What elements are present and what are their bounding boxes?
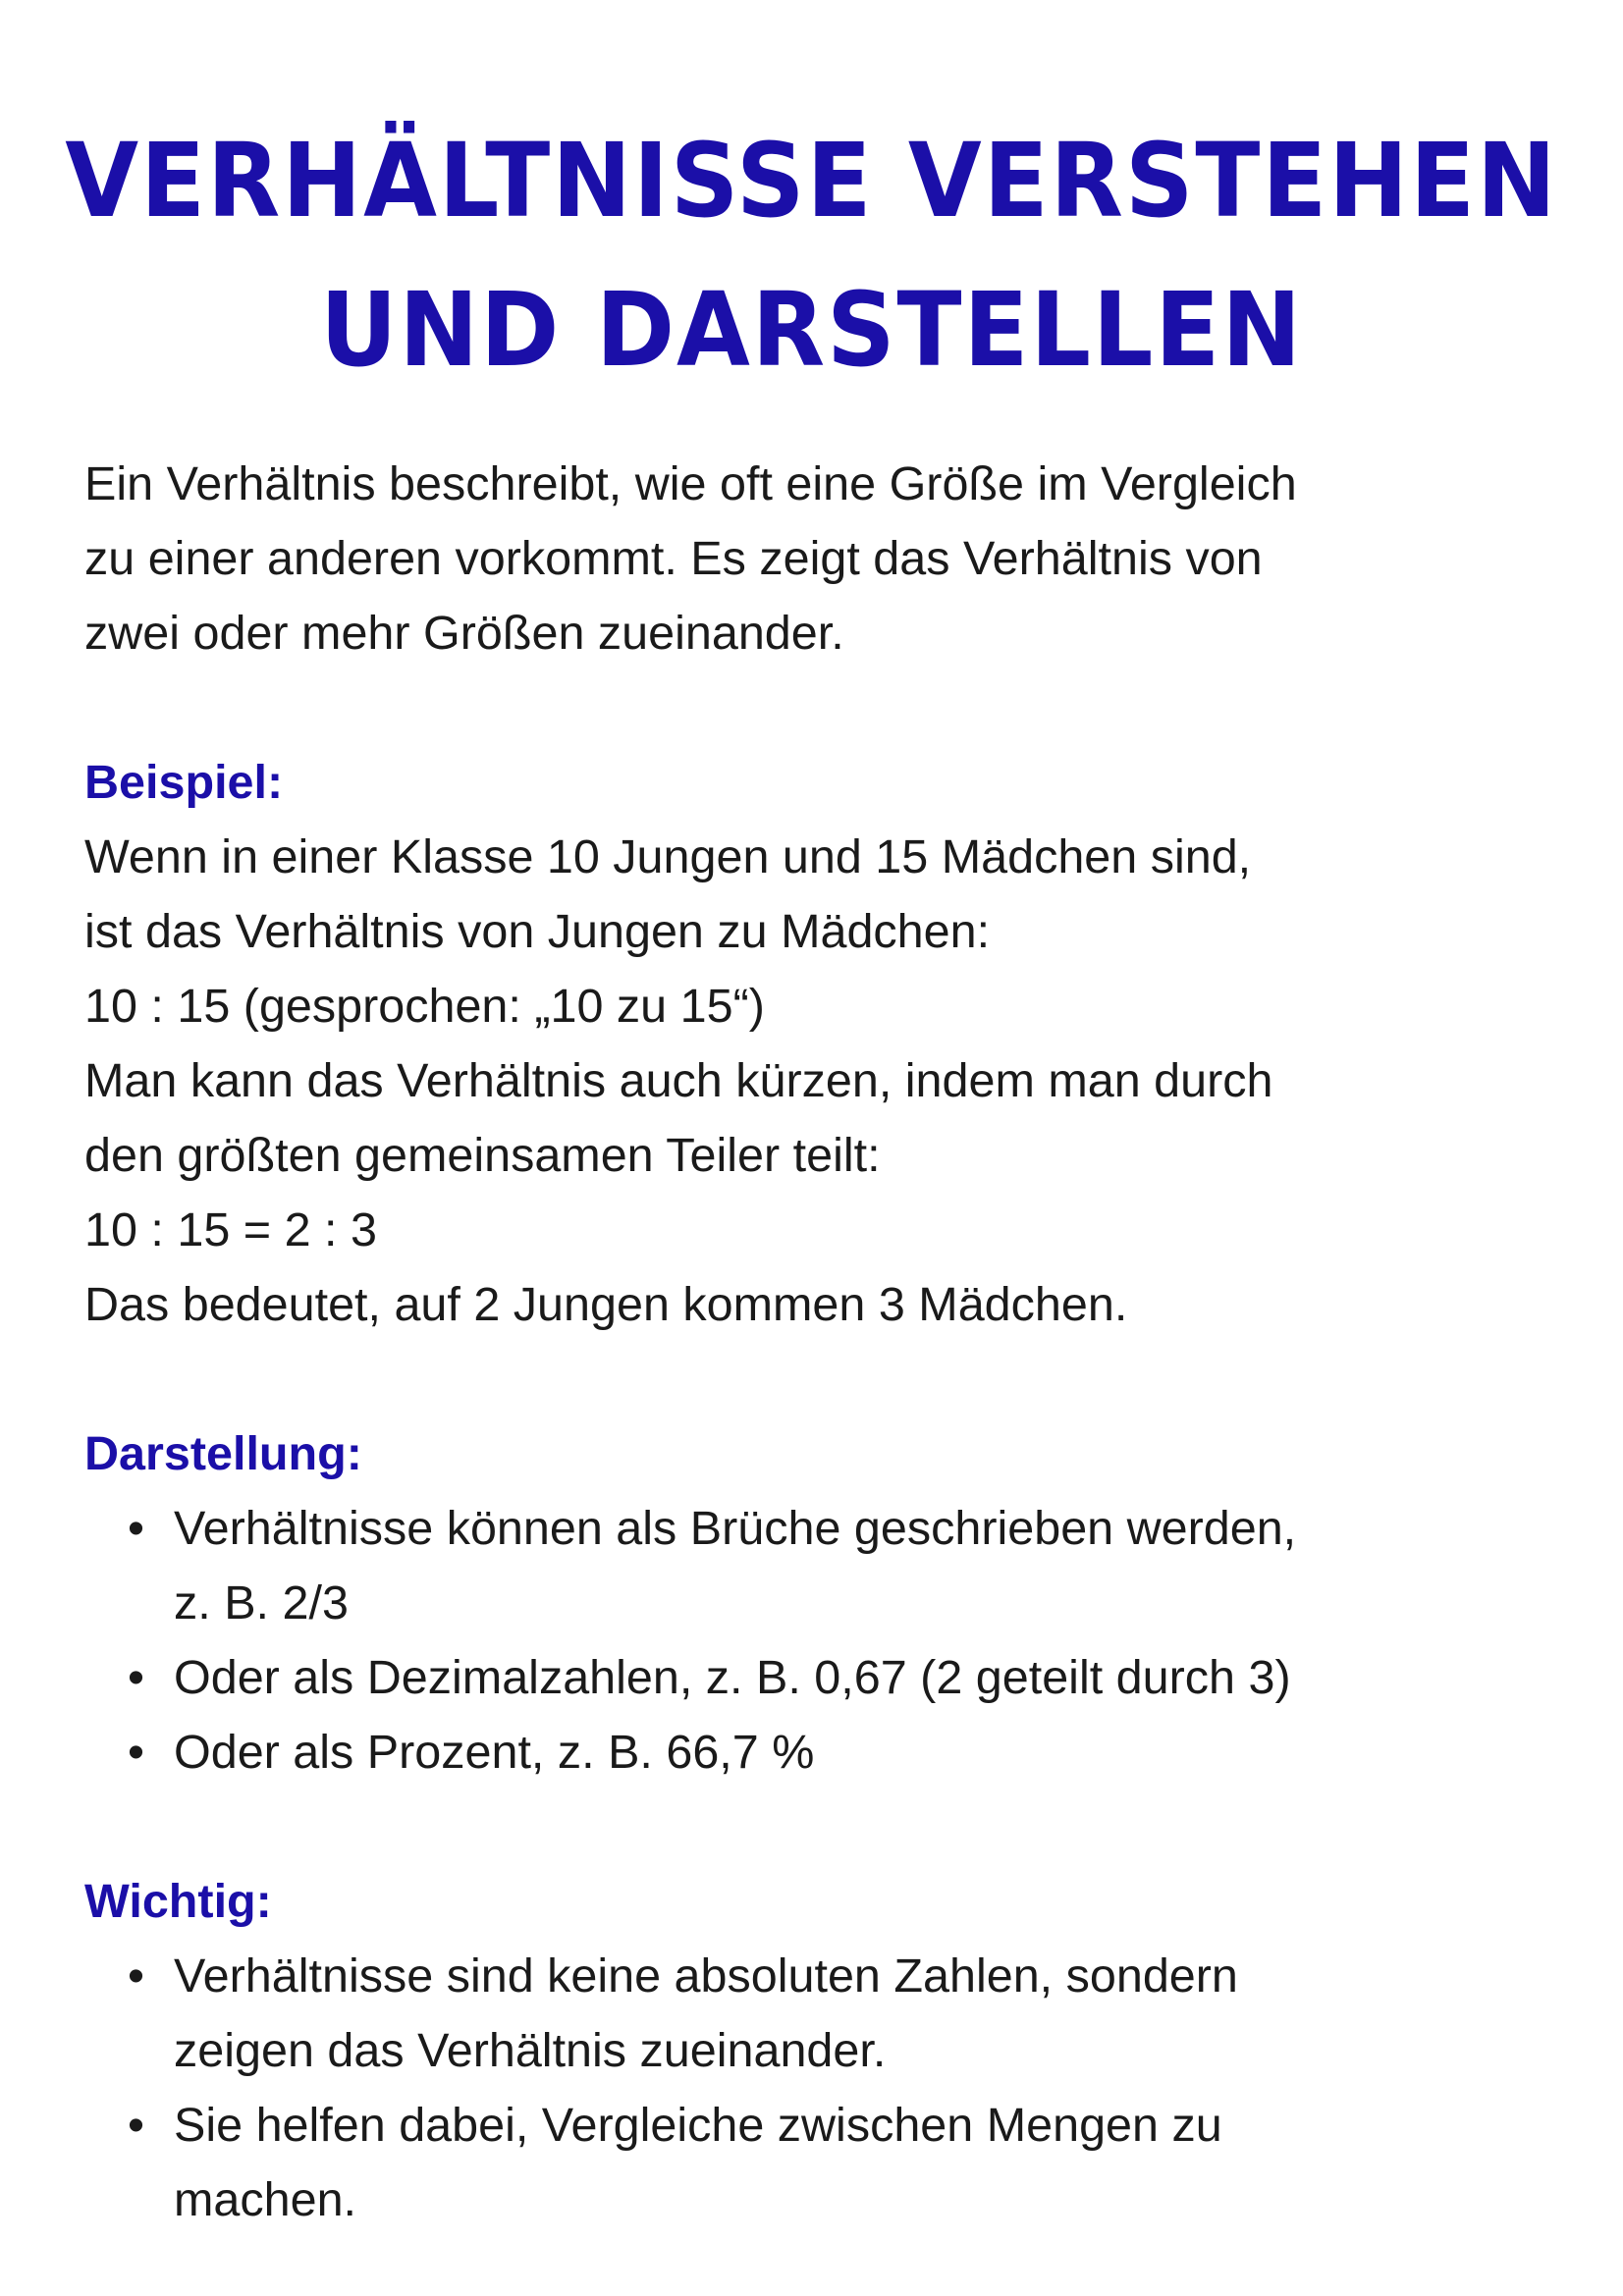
- list-item-line: Oder als Dezimalzahlen, z. B. 0,67 (2 geteilt durch 3): [174, 1651, 1291, 1704]
- section-heading-darstellung: Darstellung:: [84, 1427, 362, 1480]
- list-item: [128, 1491, 1498, 1640]
- intro-line: Ein Verhältnis beschreibt, wie oft eine Größe im Vergleich: [84, 457, 1297, 510]
- example-line: 10 : 15 (gesprochen: „10 zu 15“): [84, 980, 765, 1033]
- document-body: [84, 447, 1498, 2237]
- bullet-icon: •: [128, 2099, 144, 2152]
- example-line: ist das Verhältnis von Jungen zu Mädchen:: [84, 905, 991, 958]
- title-line-1: VERHÄLTNISSE VERSTEHEN: [65, 121, 1558, 240]
- wichtig-list: [84, 1939, 1498, 2237]
- list-item: [128, 1715, 1498, 1789]
- bullet-icon: •: [128, 1726, 144, 1779]
- list-item-line: Oder als Prozent, z. B. 66,7 %: [174, 1726, 815, 1779]
- list-item: [128, 1939, 1498, 2088]
- example-line: den größten gemeinsamen Teiler teilt:: [84, 1129, 881, 1182]
- list-item-line: Sie helfen dabei, Vergleiche zwischen Mengen zu: [174, 2099, 1222, 2152]
- darstellung-list: [84, 1491, 1498, 1789]
- list-item-line: zeigen das Verhältnis zueinander.: [174, 2024, 887, 2077]
- list-item: [128, 2088, 1498, 2237]
- example-line: Man kann das Verhältnis auch kürzen, indem man durch: [84, 1054, 1273, 1107]
- spacer: [84, 1342, 1498, 1416]
- title-line-2: UND DARSTELLEN: [319, 270, 1304, 390]
- section-darstellung: [84, 1416, 1498, 1789]
- list-item-line: z. B. 2/3: [174, 1576, 349, 1629]
- intro-paragraph: [84, 447, 1498, 670]
- section-heading-wichtig: Wichtig:: [84, 1875, 272, 1928]
- intro-line: zwei oder mehr Größen zueinander.: [84, 607, 844, 660]
- example-line: Wenn in einer Klasse 10 Jungen und 15 Mädchen sind,: [84, 830, 1252, 883]
- bullet-icon: •: [128, 1502, 144, 1555]
- list-item: [128, 1640, 1498, 1715]
- list-item-line: Verhältnisse sind keine absoluten Zahlen, sondern: [174, 1949, 1238, 2002]
- section-heading-beispiel: Beispiel:: [84, 756, 284, 809]
- bullet-icon: •: [128, 1949, 144, 2002]
- spacer: [84, 1789, 1498, 1864]
- page-title: [57, 106, 1566, 404]
- example-line: 10 : 15 = 2 : 3: [84, 1203, 377, 1256]
- example-line: Das bedeutet, auf 2 Jungen kommen 3 Mädchen.: [84, 1278, 1128, 1331]
- list-item-line: machen.: [174, 2173, 357, 2226]
- section-wichtig: [84, 1864, 1498, 2237]
- bullet-icon: •: [128, 1651, 144, 1704]
- intro-line: zu einer anderen vorkommt. Es zeigt das Verhältnis von: [84, 532, 1263, 585]
- list-item-line: Verhältnisse können als Brüche geschrieben werden,: [174, 1502, 1297, 1555]
- spacer: [84, 670, 1498, 745]
- section-beispiel: [84, 745, 1498, 1342]
